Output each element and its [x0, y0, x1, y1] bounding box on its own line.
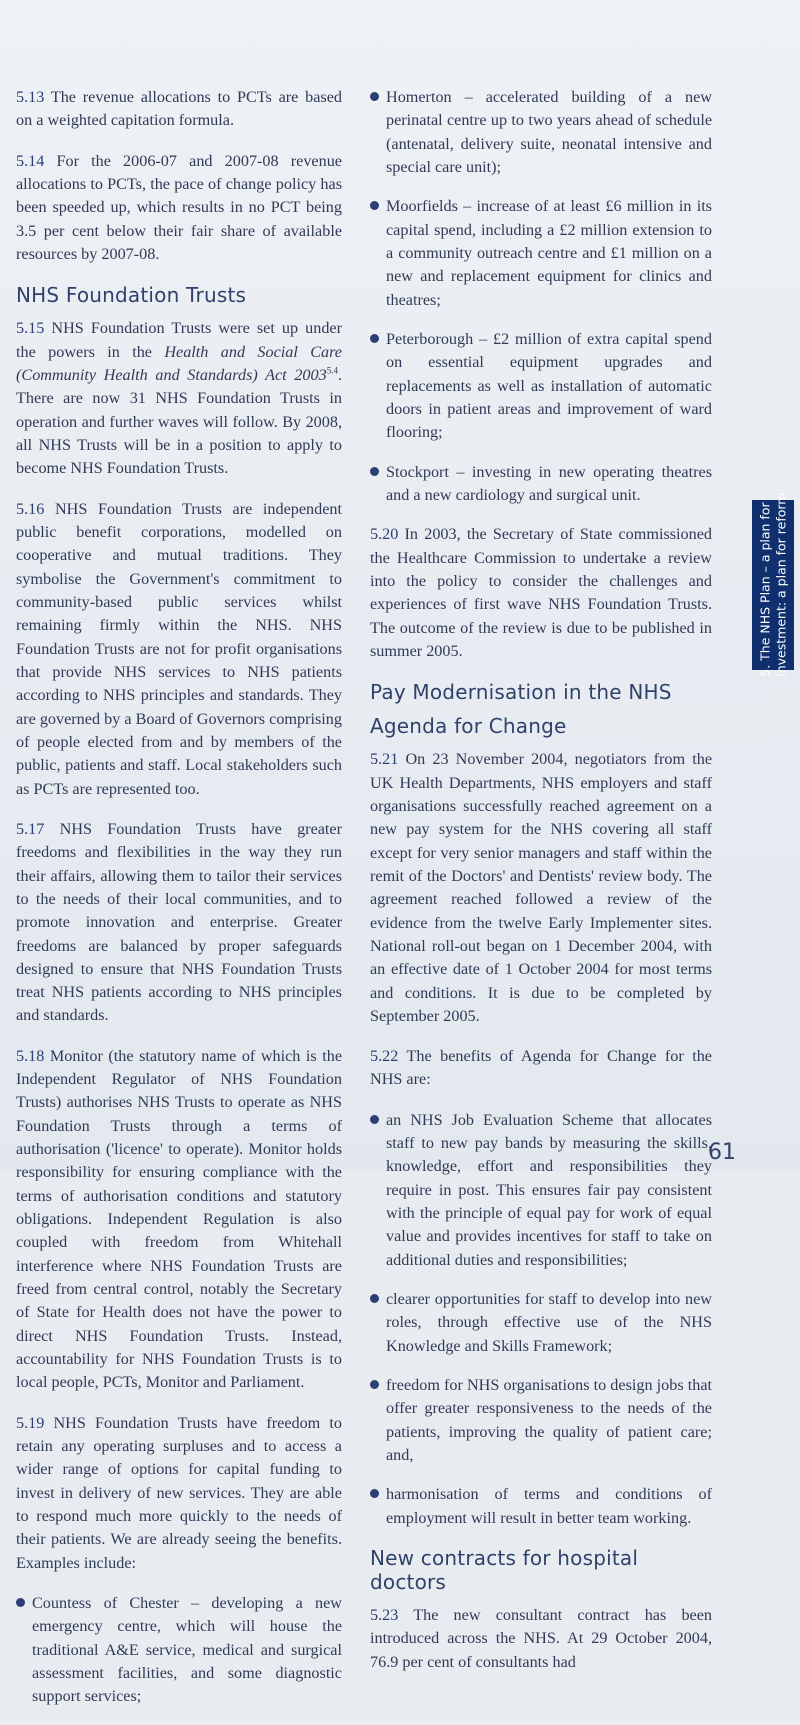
- heading-pay-modernisation: Pay Modernisation in the NHS: [370, 680, 672, 705]
- paragraph-5-18: 5.18 Monitor (the statutory name of which is the Independent Regulator of NHS Foundation Trusts) authorises NHS Trusts to operate as NHS Foundation Trusts through a terms of authorisation ('licence' to operate). Monitor holds responsibility for ensuring compliance with the terms of authorisation conditions and statutory obligations. Independent Regulation is also coupled with freedom from Whitehall interference where NHS Foundation Trusts are freed from central control, notably the Secretary of State for Health does not have the power to direct NHS Foundation Trusts. Instead, accountability for NHS Foundation Trusts is to local people, PCTs, Monitor and Parliament.: [16, 1046, 342, 1392]
- bullet-icon: [370, 1489, 379, 1498]
- list-item: Homerton – accelerated building of a new perinatal centre up to two years ahead of schedule (antenatal, delivery suite, neonatal intensive and special care unit);: [370, 86, 712, 179]
- paragraph-5-17: 5.17 NHS Foundation Trusts have greater freedoms and flexibilities in the way they run their affairs, allowing them to tailor their services to the needs of their local communities, and to promote innovation and enterprise. Greater freedoms are balanced by proper safeguards designed to ensure that NHS Foundation Trusts treat NHS patients according to NHS principles and standards.: [16, 819, 343, 1025]
- bullet-icon: [370, 334, 379, 343]
- paragraph-5-15: 5.15 NHS Foundation Trusts were set up under the powers in the Health and Social Care (Community Health and Standards) Act $2003^{5.4}$. There are now 31 NHS Foundation Trusts in operation and further waves will follow. By 2008, all NHS Trusts will be in a position to apply to become NHS Foundation Trusts.: [16, 319, 343, 478]
- paragraph-5-16: 5.16 NHS Foundation Trusts are independent public benefit corporations, modelled on cooperative and mutual traditions. They symbolise the Government's commitment to community-based public services whilst remaining firmly within the NHS. NHS Foundation Trusts are not for profit organisations that provide NHS services to NHS patients according to NHS principles and standards. They are governed by a Board of Governors comprising of people elected from and by members of the public, patients and staff. Local stakeholders such as PCTs are represented too.: [16, 499, 343, 798]
- heading-nhs-foundation-trusts: NHS Foundation Trusts: [16, 283, 247, 308]
- page-number: 61: [708, 1140, 736, 1165]
- list-item: Countess of Chester – developing a new emergency centre, which will house the traditional A&E service, medical and surgical assessment facilities, and some diagnostic support services;: [16, 1592, 342, 1709]
- list-item: Stockport – investing in new operating theatres and a new cardiology and surgical unit.: [370, 461, 712, 508]
- paragraph-5-20: 5.20 In 2003, the Secretary of State commissioned the Healthcare Commission to undertake a review into the policy to consider the challenges and experiences of first wave NHS Foundation Trusts. The outcome of the review is due to be published in summer 2005.: [370, 525, 713, 660]
- list-item: freedom for NHS organisations to design jobs that offer greater responsiveness to the needs of the patients, improving the quality of patient care; and,: [370, 1374, 712, 1467]
- bullet-icon: [370, 1115, 379, 1124]
- paragraph-5-13: 5.13 The revenue allocations to PCTs are based on a weighted capitation formula.: [16, 88, 342, 130]
- bullet-icon: [370, 467, 379, 476]
- chapter-side-tab: [752, 492, 794, 678]
- chapter-tab-line-2: investment: a plan for reform: [773, 492, 789, 678]
- list-item: harmonisation of terms and conditions of employment will result in better team working.: [370, 1483, 712, 1530]
- paragraph-5-19: 5.19 NHS Foundation Trusts have freedom to retain any operating surpluses and to access a wider range of options for capital funding to invest in delivery of new services. They are able to respond much more quickly to the needs of their patients. We are already seeing the benefits. Examples include:: [16, 1413, 343, 1572]
- heading-agenda-for-change: Agenda for Change: [370, 714, 567, 739]
- right-column: [370, 86, 712, 1691]
- bullet-icon: [16, 1598, 25, 1607]
- examples-list-right: [370, 86, 712, 507]
- list-item: Peterborough – £2 million of extra capital spend on essential equipment upgrades and replacements as well as installation of automatic doors in patient areas and improvement of ward flooring;: [370, 328, 712, 445]
- paragraph-5-23: 5.23 The new consultant contract has been introduced across the NHS. At 29 October 2004, 76.9 per cent of consultants had: [370, 1606, 712, 1671]
- act-title: Health and Social Care (Community Health and Standards) Act 2003: [16, 342, 342, 384]
- list-item: clearer opportunities for staff to develop into new roles, through effective use of the NHS Knowledge and Skills Framework;: [370, 1288, 712, 1358]
- left-column: [16, 86, 342, 1725]
- bullet-icon: [370, 201, 379, 210]
- bullet-icon: [370, 92, 379, 101]
- bullet-icon: [370, 1380, 379, 1389]
- benefits-list: [370, 1109, 712, 1530]
- paragraph-5-22: 5.22 The benefits of Agenda for Change for the NHS are:: [370, 1047, 712, 1089]
- heading-new-contracts: New contracts for hospital doctors: [370, 1546, 639, 1595]
- list-item: Moorfields – increase of at least £6 million in its capital spend, including a £2 million extension to a community outreach centre and £1 million on a new and replacement equipment for clinics and theatres;: [370, 195, 712, 312]
- footnote-ref: 5.4: [326, 365, 338, 376]
- bullet-icon: [370, 1294, 379, 1303]
- list-item: an NHS Job Evaluation Scheme that allocates staff to new pay bands by measuring the skills, knowledge, effort and responsibilities they require in post. This ensures fair pay consistent with the principle of equal pay for work of equal value and provides incentives for staff to take on additional duties and responsibilities;: [370, 1109, 712, 1272]
- examples-list-left: [16, 1592, 342, 1709]
- paragraph-5-14: 5.14 For the 2006-07 and 2007-08 revenue allocations to PCTs, the pace of change policy has been speeded up, which results in no PCT being 3.5 per cent below their fair share of available resources by 2007-08.: [16, 151, 342, 263]
- paragraph-5-21: 5.21 On 23 November 2004, negotiators from the UK Health Departments, NHS employers and staff organisations successfully reached agreement on a new pay system for the NHS covering all staff except for very senior managers and staff within the remit of the Doctors' and Dentists' review body. The agreement reached followed a review of the evidence from the twelve Early Implementer sites. National roll-out began on 1 December 2004, with an effective date of 1 October 2004 for most terms and conditions. It is due to be completed by September 2005.: [370, 750, 713, 1025]
- chapter-tab-line-1: 5. The NHS Plan – a plan for: [757, 502, 773, 678]
